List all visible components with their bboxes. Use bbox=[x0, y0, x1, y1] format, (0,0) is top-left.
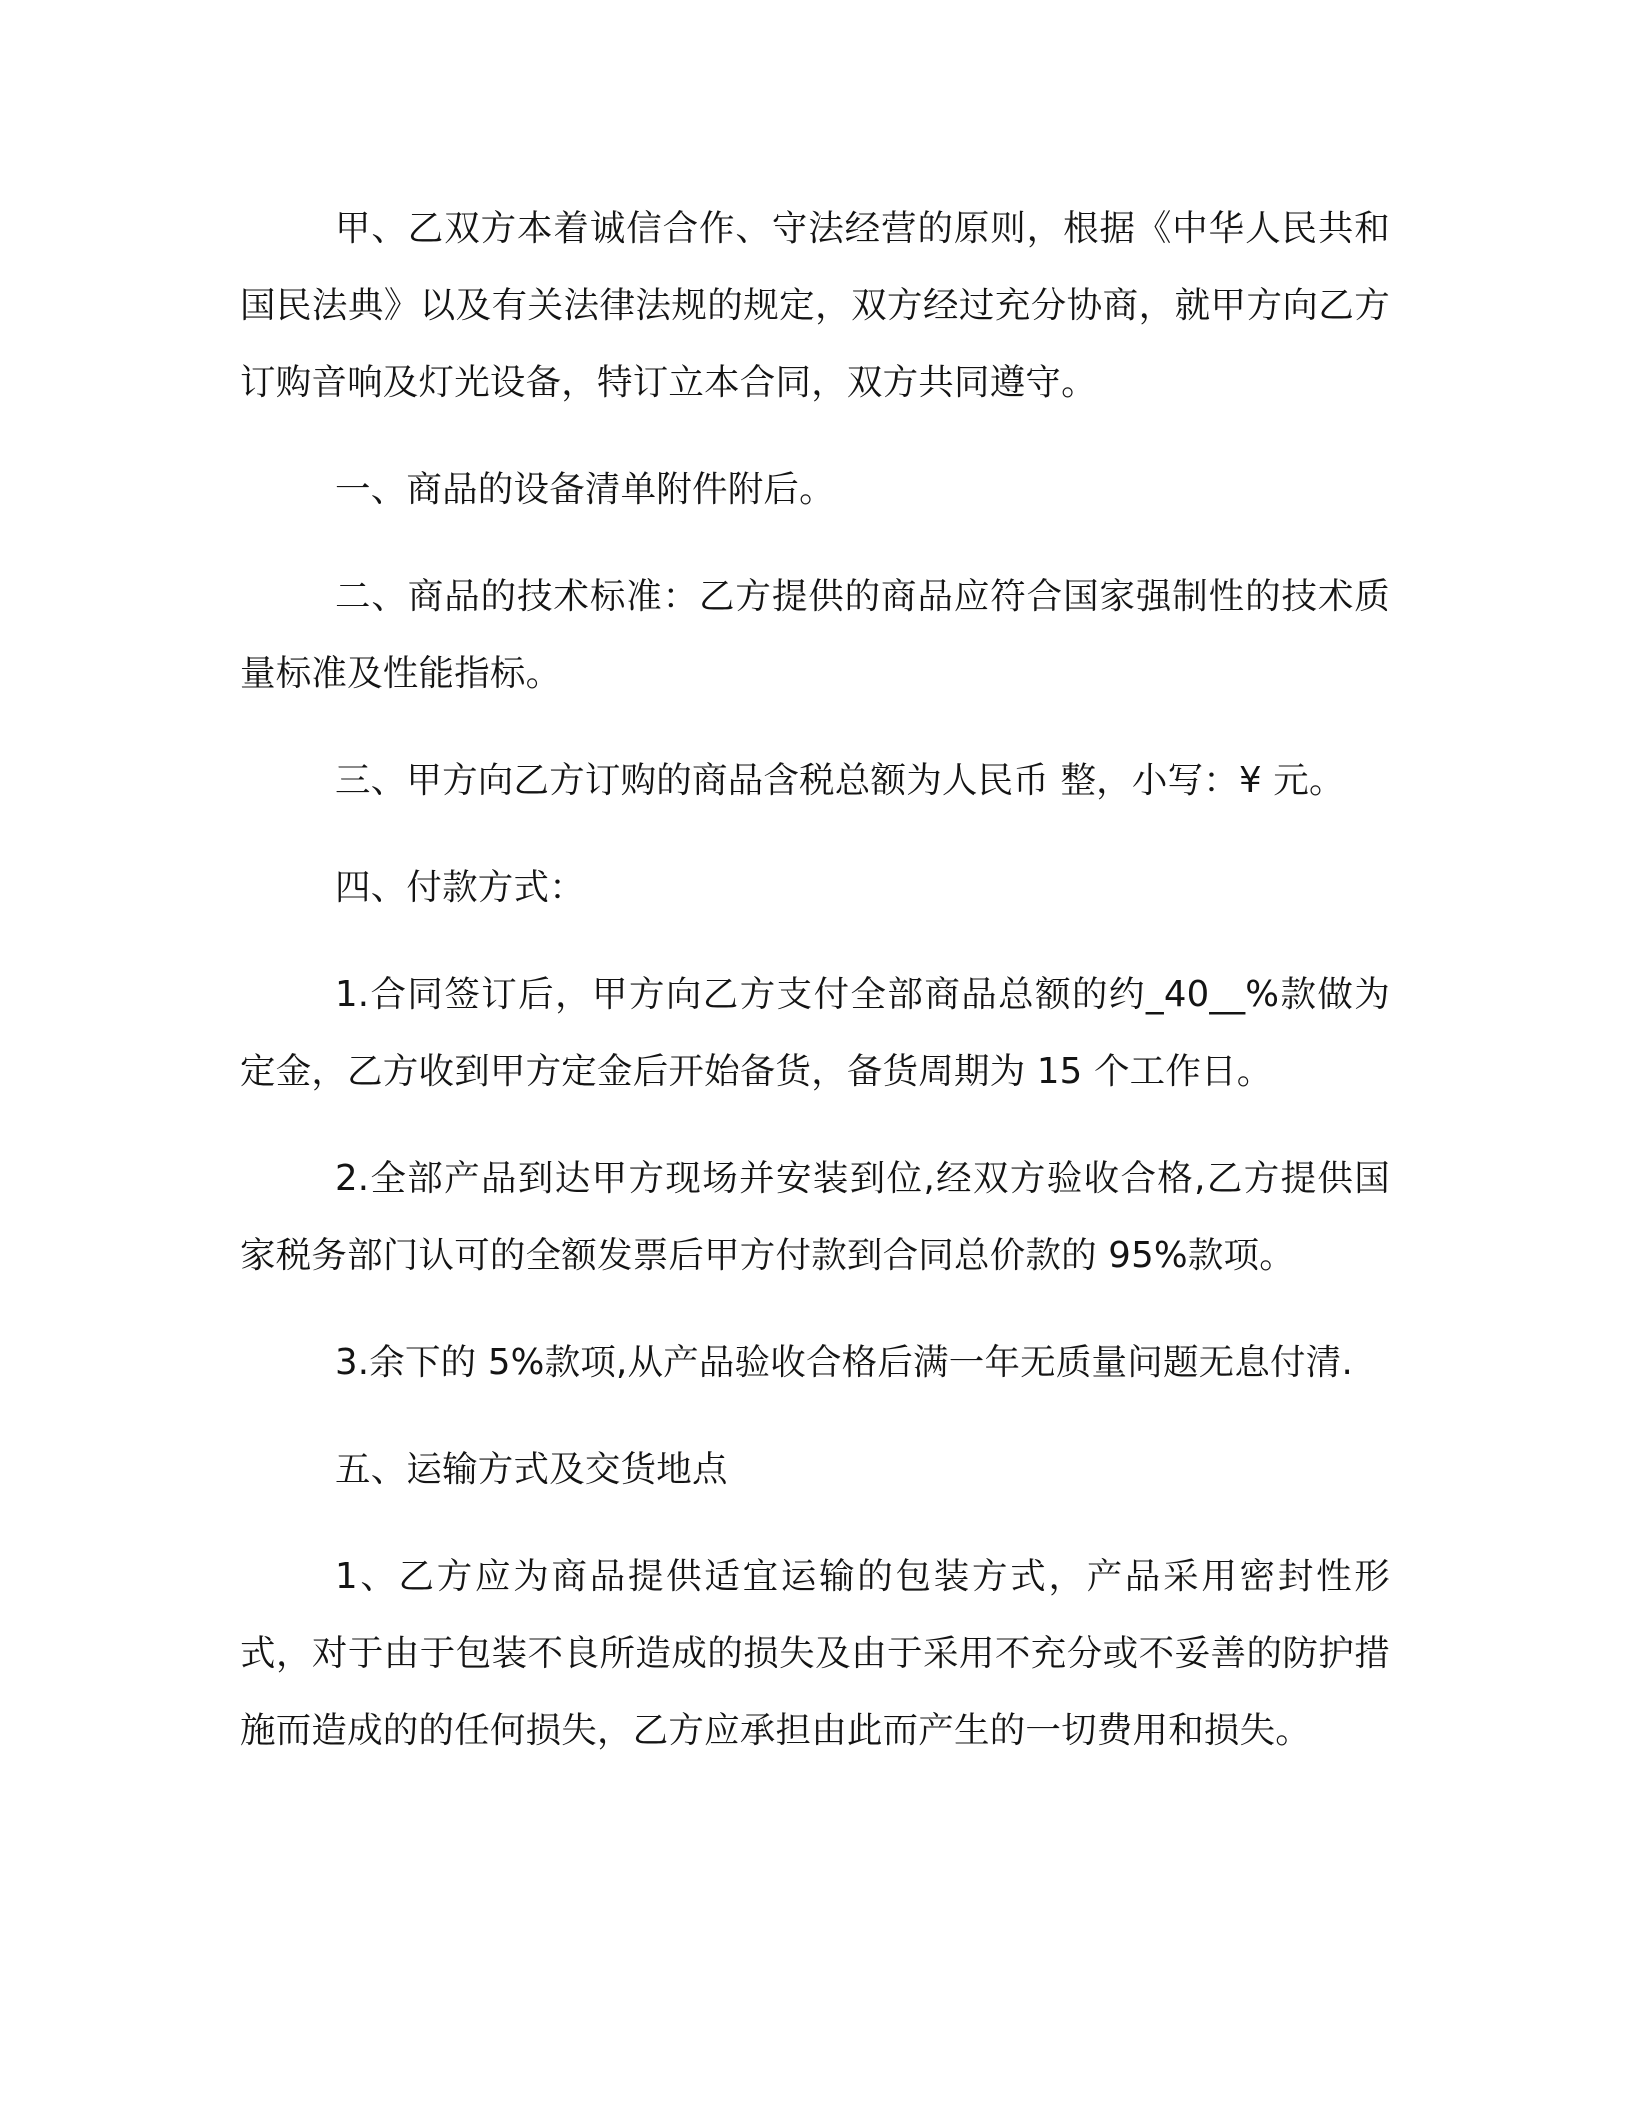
paragraph-payment-item-1: 1.合同签订后，甲方向乙方支付全部商品总额的约_40__%款做为定金，乙方收到甲方定金后开始备货，备货周期为 15 个工作日。 bbox=[240, 974, 1390, 1092]
paragraph-payment-item-2: 2.全部产品到达甲方现场并安装到位,经双方验收合格,乙方提供国家税务部门认可的全额发票后甲方付款到合同总价款的 95%款项。 bbox=[240, 1158, 1390, 1276]
document-body bbox=[240, 190, 1390, 1769]
paragraph-clause-4-payment-method: 四、付款方式： bbox=[335, 867, 585, 908]
paragraph-clause-5-transport-delivery: 五、运输方式及交货地点 bbox=[335, 1449, 728, 1490]
paragraph-preamble: 甲、乙双方本着诚信合作、守法经营的原则，根据《中华人民共和国民法典》以及有关法律法规的规定，双方经过充分协商，就甲方向乙方订购音响及灯光设备，特订立本合同，双方共同遵守。 bbox=[240, 208, 1390, 403]
paragraph-clause-2-technical-standard: 二、商品的技术标准：乙方提供的商品应符合国家强制性的技术质量标准及性能指标。 bbox=[240, 576, 1390, 694]
paragraph-clause-1-equipment-list: 一、商品的设备清单附件附后。 bbox=[335, 469, 835, 510]
paragraph-payment-item-3: 3.余下的 5%款项,从产品验收合格后满一年无质量问题无息付清. bbox=[335, 1342, 1353, 1383]
paragraph-clause-3-total-amount: 三、甲方向乙方订购的商品含税总额为人民币 整，小写：¥ 元。 bbox=[335, 760, 1345, 801]
paragraph-transport-item-1: 1、乙方应为商品提供适宜运输的包装方式，产品采用密封性形式，对于由于包装不良所造成的损失及由于采用不充分或不妥善的防护措施而造成的的任何损失，乙方应承担由此而产生的一切费用和损失。 bbox=[240, 1556, 1390, 1751]
